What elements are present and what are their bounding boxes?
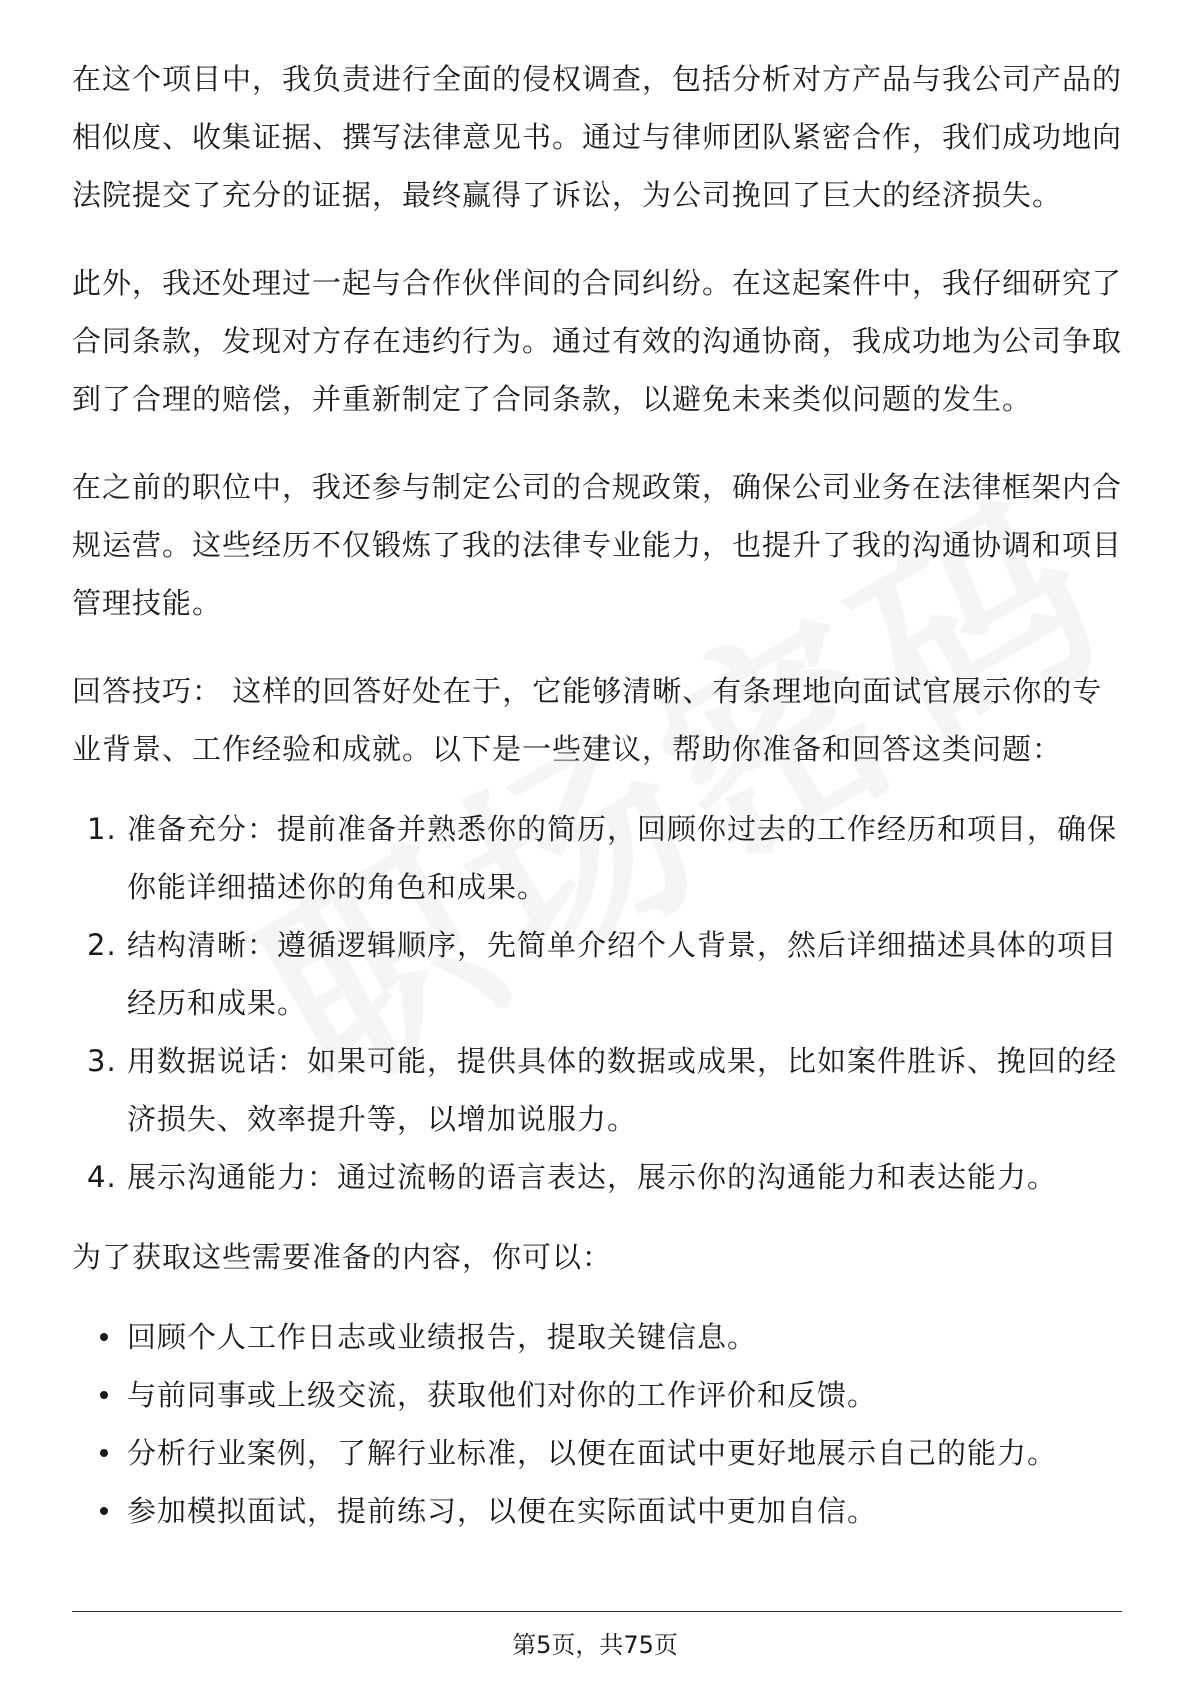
bullet-list-methods [72,1308,1122,1540]
document-body [72,50,1122,1540]
list-item-text: 结构清晰：遵循逻辑顺序，先简单介绍个人背景，然后详细描述具体的项目经历和成果。 [127,928,1118,1020]
list-number: 4. [87,1160,117,1194]
paragraph-contract-dispute: 此外，我还处理过一起与合作伙伴间的合同纠纷。在这起案件中，我仔细研究了合同条款，发现对方存在违约行为。通过有效的沟通协商，我成功地为公司争取到了合理的赔偿，并重新制定了合同条款，以避免未来类似问题的发生。 [72,266,1123,416]
list-item [72,1366,1122,1424]
list-item [72,800,1122,916]
list-item [72,1482,1122,1540]
list-item [72,1308,1122,1366]
bullet-icon [100,1449,108,1457]
paragraph-answer-tips: 回答技巧： 这样的回答好处在于，它能够清晰、有条理地向面试官展示你的专业背景、工作经验和成就。以下是一些建议，帮助你准备和回答这类问题： [72,674,1103,766]
list-item-text: 准备充分：提前准备并熟悉你的简历，回顾你过去的工作经历和项目，确保你能详细描述你的角色和成果。 [127,812,1118,904]
list-item-text: 分析行业案例，了解行业标准，以便在面试中更好地展示自己的能力。 [127,1436,1058,1470]
list-item [72,1424,1122,1482]
bullet-icon [100,1333,108,1341]
ordered-list-suggestions [72,800,1122,1206]
list-item [72,916,1122,1032]
list-item-text: 参加模拟面试，提前练习，以便在实际面试中更加自信。 [127,1494,878,1528]
list-item-text: 与前同事或上级交流，获取他们对你的工作评价和反馈。 [127,1378,878,1412]
footer-divider [72,1611,1122,1612]
list-number: 2. [87,928,117,962]
paragraph-compliance-policy: 在之前的职位中，我还参与制定公司的合规政策，确保公司业务在法律框架内合规运营。这些经历不仅锻炼了我的法律专业能力，也提升了我的沟通协调和项目管理技能。 [72,470,1123,620]
paragraph-infringement-project: 在这个项目中，我负责进行全面的侵权调查，包括分析对方产品与我公司产品的相似度、收集证据、撰写法律意见书。通过与律师团队紧密合作，我们成功地向法院提交了充分的证据，最终赢得了诉讼，为公司挽回了巨大的经济损失。 [72,62,1123,212]
list-item [72,1148,1122,1206]
paragraph-preparation: 为了获取这些需要准备的内容，你可以： [72,1240,613,1274]
list-number: 1. [87,812,117,846]
list-item-text: 回顾个人工作日志或业绩报告，提取关键信息。 [127,1320,758,1354]
list-item [72,1032,1122,1148]
list-item-text: 用数据说话：如果可能，提供具体的数据或成果，比如案件胜诉、挽回的经济损失、效率提升等，以增加说服力。 [127,1044,1118,1136]
page-number: 第5页，共75页 [512,1631,678,1659]
bullet-icon [100,1507,108,1515]
list-item-text: 展示沟通能力：通过流畅的语言表达，展示你的沟通能力和表达能力。 [127,1160,1058,1194]
bullet-icon [100,1391,108,1399]
list-number: 3. [87,1044,117,1078]
